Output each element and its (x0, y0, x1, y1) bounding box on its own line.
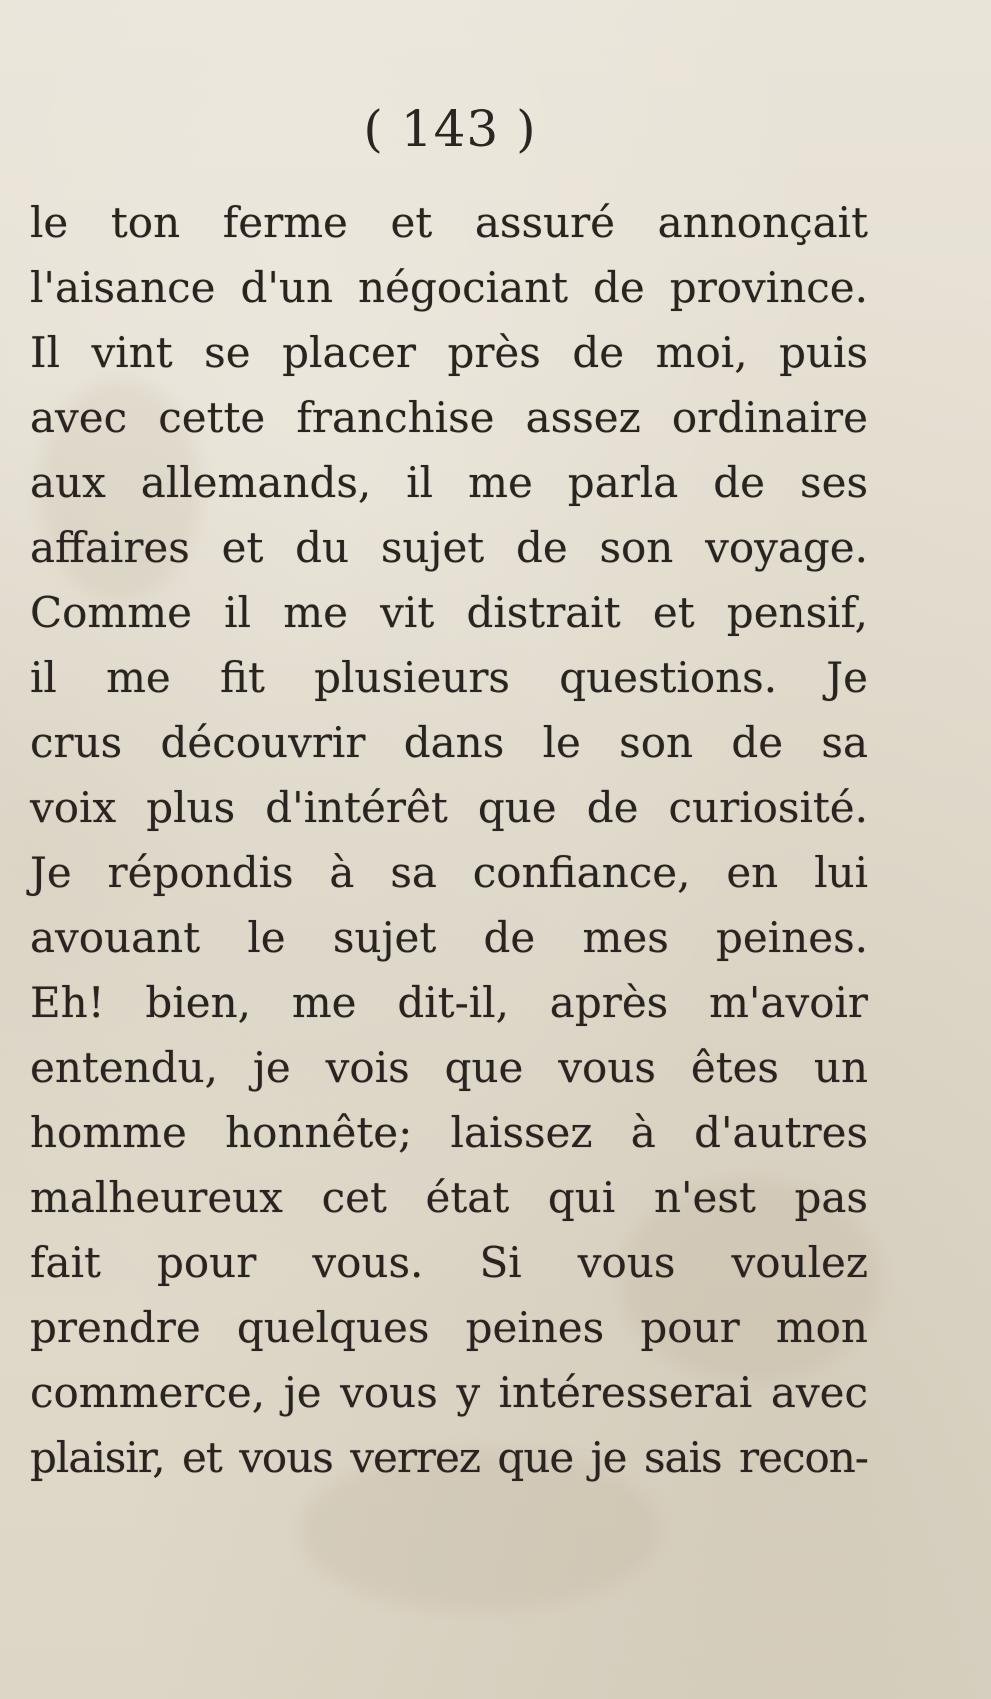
body-text (30, 190, 868, 1490)
text-line: Eh! bien, me dit-il, après m'avoir (30, 978, 868, 1027)
text-line: Je répondis à sa confiance, en lui (30, 848, 868, 897)
text-line: voix plus d'intérêt que de curiosité. (30, 783, 868, 832)
text-line: malheureux cet état qui n'est pas (30, 1173, 868, 1222)
page-number: ( 143 ) (363, 100, 537, 158)
text-line: affaires et du sujet de son voyage. (30, 523, 868, 572)
text-line: il me fit plusieurs questions. Je (30, 653, 868, 702)
text-line: le ton ferme et assuré annonçait (30, 198, 868, 247)
text-line: avec cette franchise assez ordinaire (30, 393, 868, 442)
text-line: Il vint se placer près de moi, puis (30, 328, 868, 377)
text-line: Comme il me vit distrait et pensif, (30, 588, 868, 637)
text-line: fait pour vous. Si vous voulez (30, 1238, 868, 1287)
text-line: crus découvrir dans le son de sa (30, 718, 868, 767)
text-line: commerce, je vous y intéresserai avec (30, 1368, 868, 1417)
text-line: avouant le sujet de mes peines. (30, 913, 868, 962)
text-line: aux allemands, il me parla de ses (30, 458, 868, 507)
text-line: plaisir, et vous verrez que je sais recon- (30, 1433, 868, 1482)
text-line: prendre quelques peines pour mon (30, 1303, 868, 1352)
text-line: homme honnête; laissez à d'autres (30, 1108, 868, 1157)
text-line: l'aisance d'un négociant de province. (30, 263, 868, 312)
text-line: entendu, je vois que vous êtes un (30, 1043, 868, 1092)
